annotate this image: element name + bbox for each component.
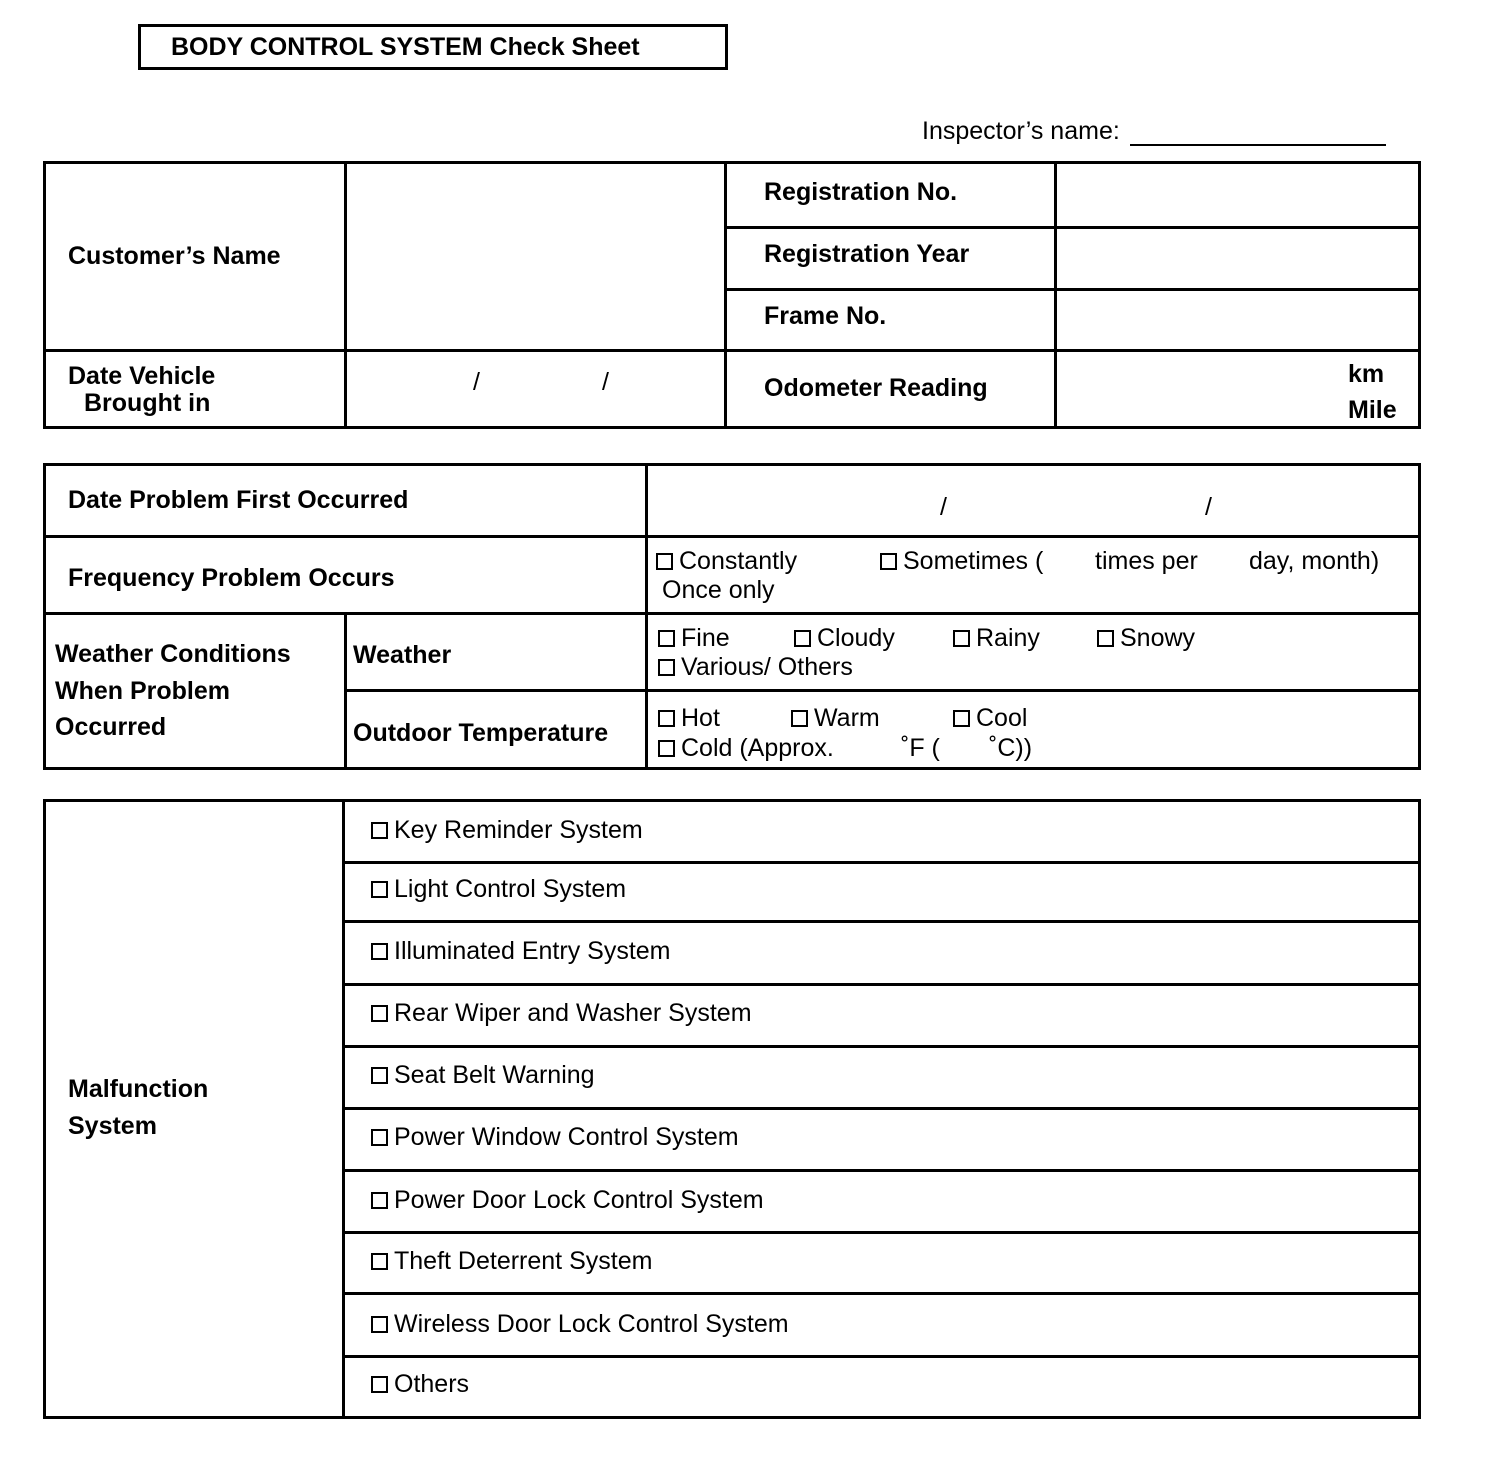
- registration-year-label: Registration Year: [764, 240, 970, 268]
- malfunction-option-theft-deterrent[interactable]: Theft Deterrent System: [371, 1247, 652, 1276]
- checkbox[interactable]: [371, 1005, 388, 1022]
- date-first-occurred-label: Date Problem First Occurred: [68, 486, 409, 514]
- weather-various-option[interactable]: Various/ Others: [658, 653, 853, 682]
- date-first-sep-2: /: [1205, 493, 1212, 521]
- checkbox[interactable]: [1097, 630, 1114, 647]
- page-title: BODY CONTROL SYSTEM Check Sheet: [138, 24, 728, 70]
- checkbox[interactable]: [371, 1376, 388, 1393]
- checkbox[interactable]: [371, 881, 388, 898]
- weather-cloudy-option[interactable]: Cloudy: [794, 624, 895, 653]
- checkbox[interactable]: [791, 710, 808, 727]
- weather-rainy-option[interactable]: Rainy: [953, 624, 1040, 653]
- malfunction-option-illuminated-entry[interactable]: Illuminated Entry System: [371, 937, 671, 966]
- customer-name-field[interactable]: [347, 164, 724, 349]
- malfunction-option-power-window[interactable]: Power Window Control System: [371, 1123, 739, 1152]
- checkbox[interactable]: [656, 553, 673, 570]
- checkbox[interactable]: [658, 659, 675, 676]
- registration-no-field[interactable]: [1057, 164, 1418, 226]
- temp-celsius-label: ˚C)): [989, 734, 1033, 762]
- checkbox[interactable]: [371, 943, 388, 960]
- freq-constantly-option[interactable]: Constantly: [656, 547, 797, 576]
- date-brought-label-1: Date Vehicle: [68, 362, 216, 390]
- checkbox[interactable]: [880, 553, 897, 570]
- malfunction-option-rear-wiper[interactable]: Rear Wiper and Washer System: [371, 999, 752, 1028]
- odometer-field[interactable]: [1057, 352, 1337, 426]
- date-brought-field[interactable]: [347, 352, 724, 426]
- freq-day-month-label: day, month): [1249, 547, 1380, 575]
- inspector-name-field[interactable]: [922, 116, 1386, 146]
- weather-conditions-label-2: When Problem: [55, 677, 231, 705]
- malfunction-option-seat-belt[interactable]: Seat Belt Warning: [371, 1061, 595, 1090]
- odometer-unit-mile: Mile: [1348, 396, 1397, 424]
- inspector-label: Inspector’s name:: [922, 117, 1120, 145]
- date-brought-sep-1: /: [473, 368, 480, 396]
- date-first-sep-1: /: [940, 493, 947, 521]
- malfunction-option-power-door-lock[interactable]: Power Door Lock Control System: [371, 1186, 764, 1215]
- temp-warm-option[interactable]: Warm: [791, 704, 880, 733]
- weather-conditions-label-1: Weather Conditions: [55, 640, 291, 668]
- weather-fine-option[interactable]: Fine: [658, 624, 730, 653]
- frame-no-field[interactable]: [1057, 291, 1418, 349]
- checkbox[interactable]: [658, 630, 675, 647]
- date-brought-label-2: Brought in: [84, 389, 211, 417]
- temp-cold-option[interactable]: Cold (Approx.: [658, 734, 834, 763]
- weather-label: Weather: [353, 641, 452, 669]
- temp-cool-option[interactable]: Cool: [953, 704, 1027, 733]
- malfunction-option-wireless-door-lock[interactable]: Wireless Door Lock Control System: [371, 1310, 789, 1339]
- checkbox[interactable]: [371, 1316, 388, 1333]
- freq-sometimes-option[interactable]: Sometimes (: [880, 547, 1043, 576]
- checkbox[interactable]: [794, 630, 811, 647]
- checkbox[interactable]: [371, 1253, 388, 1270]
- checkbox[interactable]: [371, 1192, 388, 1209]
- weather-conditions-label-3: Occurred: [55, 713, 167, 741]
- freq-once-only-label: Once only: [662, 576, 775, 604]
- date-first-occurred-field[interactable]: [648, 466, 1418, 535]
- odometer-unit-km: km: [1348, 360, 1385, 388]
- checkbox[interactable]: [371, 1129, 388, 1146]
- registration-no-label: Registration No.: [764, 178, 958, 206]
- malfunction-label-1: Malfunction: [68, 1075, 209, 1103]
- inspector-line: [1130, 116, 1386, 146]
- malfunction-label-2: System: [68, 1112, 157, 1140]
- odometer-label: Odometer Reading: [764, 374, 988, 402]
- checkbox[interactable]: [953, 710, 970, 727]
- temp-fahrenheit-label: ˚F (: [901, 734, 940, 762]
- checkbox[interactable]: [371, 1067, 388, 1084]
- malfunction-option-light-control[interactable]: Light Control System: [371, 875, 626, 904]
- date-brought-sep-2: /: [602, 368, 609, 396]
- checkbox[interactable]: [953, 630, 970, 647]
- registration-year-field[interactable]: [1057, 229, 1418, 288]
- frame-no-label: Frame No.: [764, 302, 887, 330]
- malfunction-option-key-reminder[interactable]: Key Reminder System: [371, 816, 643, 845]
- outdoor-temperature-label: Outdoor Temperature: [353, 719, 609, 747]
- malfunction-option-others[interactable]: Others: [371, 1370, 469, 1399]
- checkbox[interactable]: [658, 710, 675, 727]
- weather-snowy-option[interactable]: Snowy: [1097, 624, 1195, 653]
- checkbox[interactable]: [371, 822, 388, 839]
- frequency-label: Frequency Problem Occurs: [68, 564, 395, 592]
- temp-hot-option[interactable]: Hot: [658, 704, 720, 733]
- freq-times-per-label: times per: [1095, 547, 1198, 575]
- customer-name-label: Customer’s Name: [68, 242, 281, 270]
- checkbox[interactable]: [658, 740, 675, 757]
